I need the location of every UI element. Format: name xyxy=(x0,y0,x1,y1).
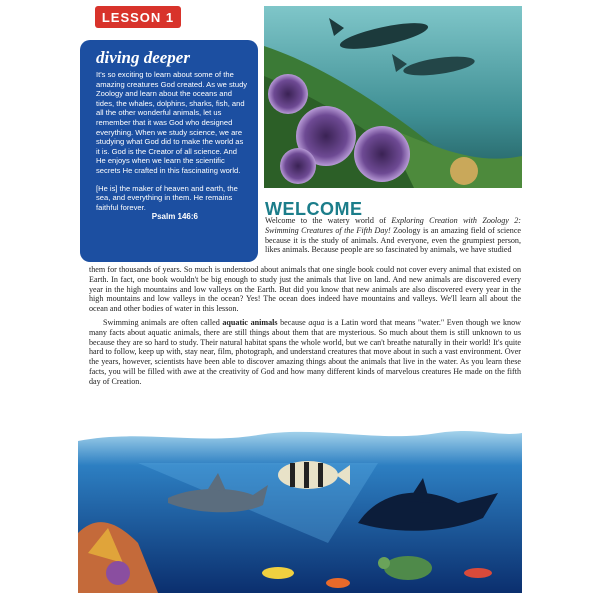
intro-post: Zoology is an amazing field of science because it is the study of animals. And everyone, even the grumpiest person, likes animals. Because people are so fascinated by animals, we have studied xyxy=(265,225,522,255)
intro-pre: Welcome to the watery world of xyxy=(265,216,392,225)
sidebar-verse-ref: Psalm 146:6 xyxy=(151,212,198,222)
para2-mid: because xyxy=(277,317,309,327)
aqua-word: aqua xyxy=(308,317,325,327)
aquatic-animals-term: aquatic animals xyxy=(222,317,278,327)
para2-pre: Swimming animals are often called xyxy=(103,317,223,327)
sea-lions-urchins-photo xyxy=(264,6,522,188)
book-title: Exploring Creation with Zoology 2: Swimming Creatures of the Fifth Day! xyxy=(265,216,521,235)
diving-deeper-sidebar xyxy=(80,40,258,262)
paragraph-2 xyxy=(89,318,521,387)
photo-illustration xyxy=(264,6,522,188)
ocean-scene xyxy=(78,423,522,593)
body-text xyxy=(89,265,521,387)
para2-post: is a Latin word that means "water." Even though we know many facts about aquatic animals, there are still things about them that are mysterious. So much about them is still unknown to us because they are so hard to study. Their natural habitat spans the whole world, but we can't breathe naturally in their world! It's quite hard to follow, keep up with, stay near, film, photograph, and understand creatures that move about in such a vast environment. Over the years, however, scientists have been able to discover amazing things about the animals that live in the water. As you learn these facts, you will be filled with awe at the creativity of God and how many different kinds of marvelous creatures He made on the fifth day of Creation. xyxy=(89,317,521,386)
sidebar-verse: [He is] the maker of heaven and earth, the sea, and everything in them. He remains faithful forever. xyxy=(96,183,238,212)
lesson-tab xyxy=(95,6,181,28)
intro-paragraph xyxy=(265,216,521,255)
underwater-illustration xyxy=(78,423,522,593)
sidebar-title: diving deeper xyxy=(96,48,190,67)
lesson-label: LESSON 1 xyxy=(101,9,175,25)
paragraph-1-continued: them for thousands of years. So much is understood about animals that one single book could not cover every animal that existed on Earth. In fact, one book wouldn't be big enough to study just the animals that live on land. And new animals are discovered every year in the high mountains and low valleys on the Earth. But did you know that new animals are also discovered every year in the high mountains and low valleys in the ocean? Yes! The ocean does indeed have mountains and valleys. We'll learn all about the ocean and other bodies of water in this lesson. xyxy=(89,265,521,314)
sidebar-body: It's so exciting to learn about some of the amazing creatures God created. As we study Zoology and learn about the oceans and tides, the whales, dolphins, sharks, fish, and all the other wonderful animals, let us remember that it was God who designed everything. When we study science, we are studying what God did to make the world as it is. God is the Creator of all science. And He enjoys when we learn the scientific secrets He crafted in this fascinating world. xyxy=(96,70,248,175)
welcome-heading: WELCOME xyxy=(265,199,363,219)
